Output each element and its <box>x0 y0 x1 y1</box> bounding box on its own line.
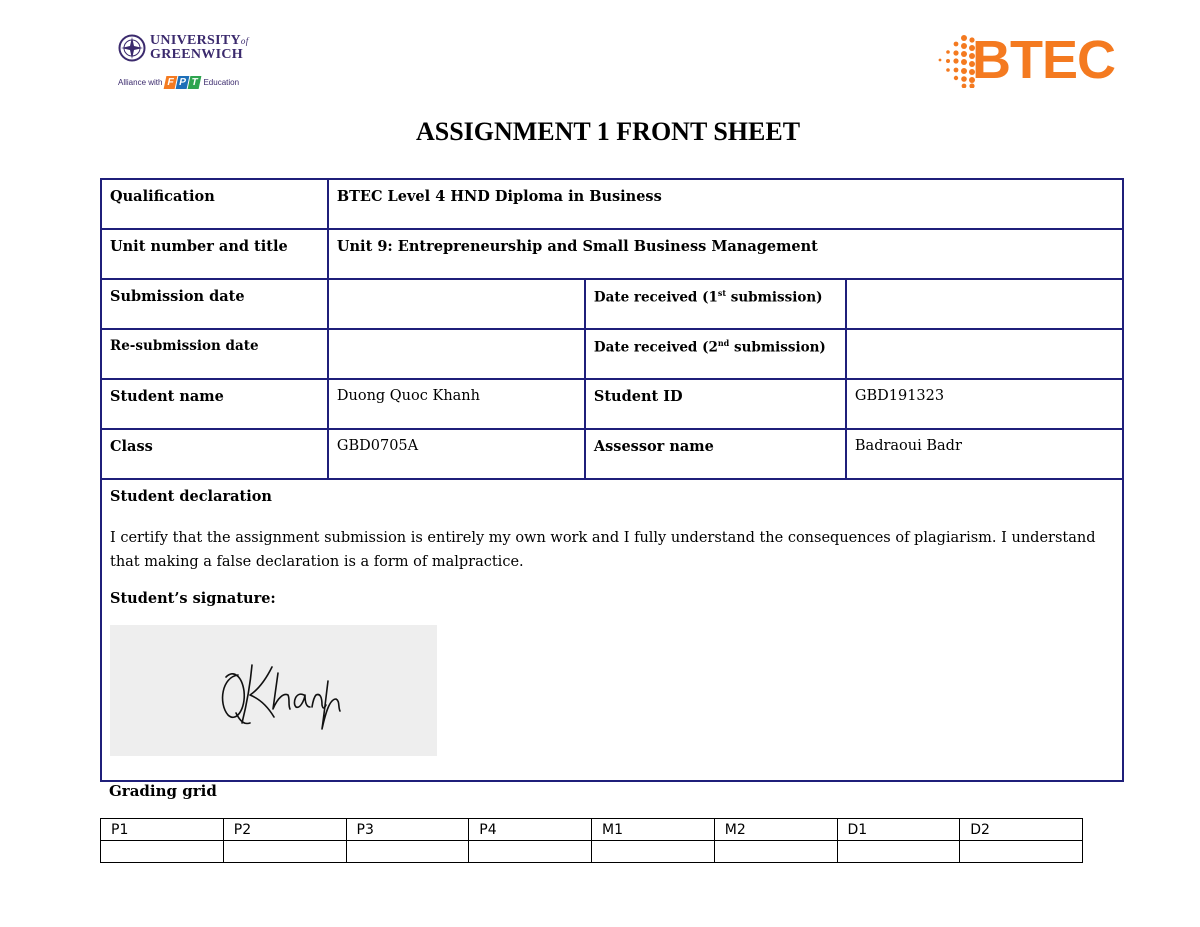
table-row <box>101 819 1083 841</box>
fpt-logo: F P T <box>165 76 200 89</box>
class-value: GBD0705A <box>328 429 585 479</box>
btec-logo <box>934 32 1124 92</box>
btec-wordmark: BTEC <box>972 30 1115 90</box>
resubmission-date-value[interactable] <box>328 329 585 379</box>
university-of-greenwich-logo <box>118 32 248 92</box>
grade-cell-m1[interactable] <box>592 841 715 863</box>
grade-cell-d1[interactable] <box>837 841 960 863</box>
fpt-alliance-line: Alliance with F P T Education <box>118 77 240 88</box>
resubmission-date-label: Re-submission date <box>101 329 328 379</box>
grade-header-m1: M1 <box>592 819 715 841</box>
qualification-value: BTEC Level 4 HND Diploma in Business <box>328 179 1123 229</box>
assessor-name-value: Badraoui Badr <box>846 429 1123 479</box>
student-id-value: GBD191323 <box>846 379 1123 429</box>
greenwich-seal-icon <box>118 34 146 62</box>
grade-cell-p2[interactable] <box>223 841 346 863</box>
grade-cell-p1[interactable] <box>101 841 224 863</box>
page-title: ASSIGNMENT 1 FRONT SHEET <box>415 117 801 146</box>
grade-header-m2: M2 <box>714 819 837 841</box>
unit-value: Unit 9: Entrepreneurship and Small Business Management <box>328 229 1123 279</box>
student-declaration-section <box>101 479 1123 781</box>
grade-header-d1: D1 <box>837 819 960 841</box>
signature-label: Student’s signature: <box>110 590 276 607</box>
table-row <box>101 279 1123 329</box>
submission-date-label: Submission date <box>101 279 328 329</box>
qualification-label: Qualification <box>101 179 328 229</box>
grade-cell-p3[interactable] <box>346 841 469 863</box>
greenwich-wordmark: UNIVERSITYof GREENWICH <box>150 33 249 62</box>
table-row <box>101 229 1123 279</box>
student-name-label: Student name <box>101 379 328 429</box>
date-received-2-value[interactable] <box>846 329 1123 379</box>
unit-label: Unit number and title <box>101 229 328 279</box>
table-row <box>101 429 1123 479</box>
table-row <box>101 179 1123 229</box>
table-row <box>101 841 1083 863</box>
grade-cell-m2[interactable] <box>714 841 837 863</box>
grading-grid-table <box>100 818 1083 863</box>
assessor-name-label: Assessor name <box>585 429 846 479</box>
front-sheet-table <box>100 178 1124 782</box>
submission-date-value[interactable] <box>328 279 585 329</box>
date-received-1-label: Date received (1st submission) <box>585 279 846 329</box>
table-row <box>101 329 1123 379</box>
date-received-1-value[interactable] <box>846 279 1123 329</box>
grade-header-p4: P4 <box>469 819 592 841</box>
grade-cell-d2[interactable] <box>960 841 1083 863</box>
student-name-value: Duong Quoc Khanh <box>328 379 585 429</box>
signature-drawing <box>110 625 437 756</box>
class-label: Class <box>101 429 328 479</box>
grade-cell-p4[interactable] <box>469 841 592 863</box>
declaration-text: I certify that the assignment submission is entirely my own work and I fully understand the consequences of plagiarism. I understand that making a false declaration is a form of malpractice. <box>110 530 1096 570</box>
table-row <box>101 479 1123 781</box>
date-received-2-label: Date received (2nd submission) <box>585 329 846 379</box>
grade-header-p1: P1 <box>101 819 224 841</box>
declaration-heading: Student declaration <box>110 488 272 505</box>
grading-grid-title: Grading grid <box>109 782 217 800</box>
grade-header-d2: D2 <box>960 819 1083 841</box>
student-signature <box>110 625 437 756</box>
table-row <box>101 379 1123 429</box>
student-id-label: Student ID <box>585 379 846 429</box>
grade-header-p3: P3 <box>346 819 469 841</box>
grade-header-p2: P2 <box>223 819 346 841</box>
